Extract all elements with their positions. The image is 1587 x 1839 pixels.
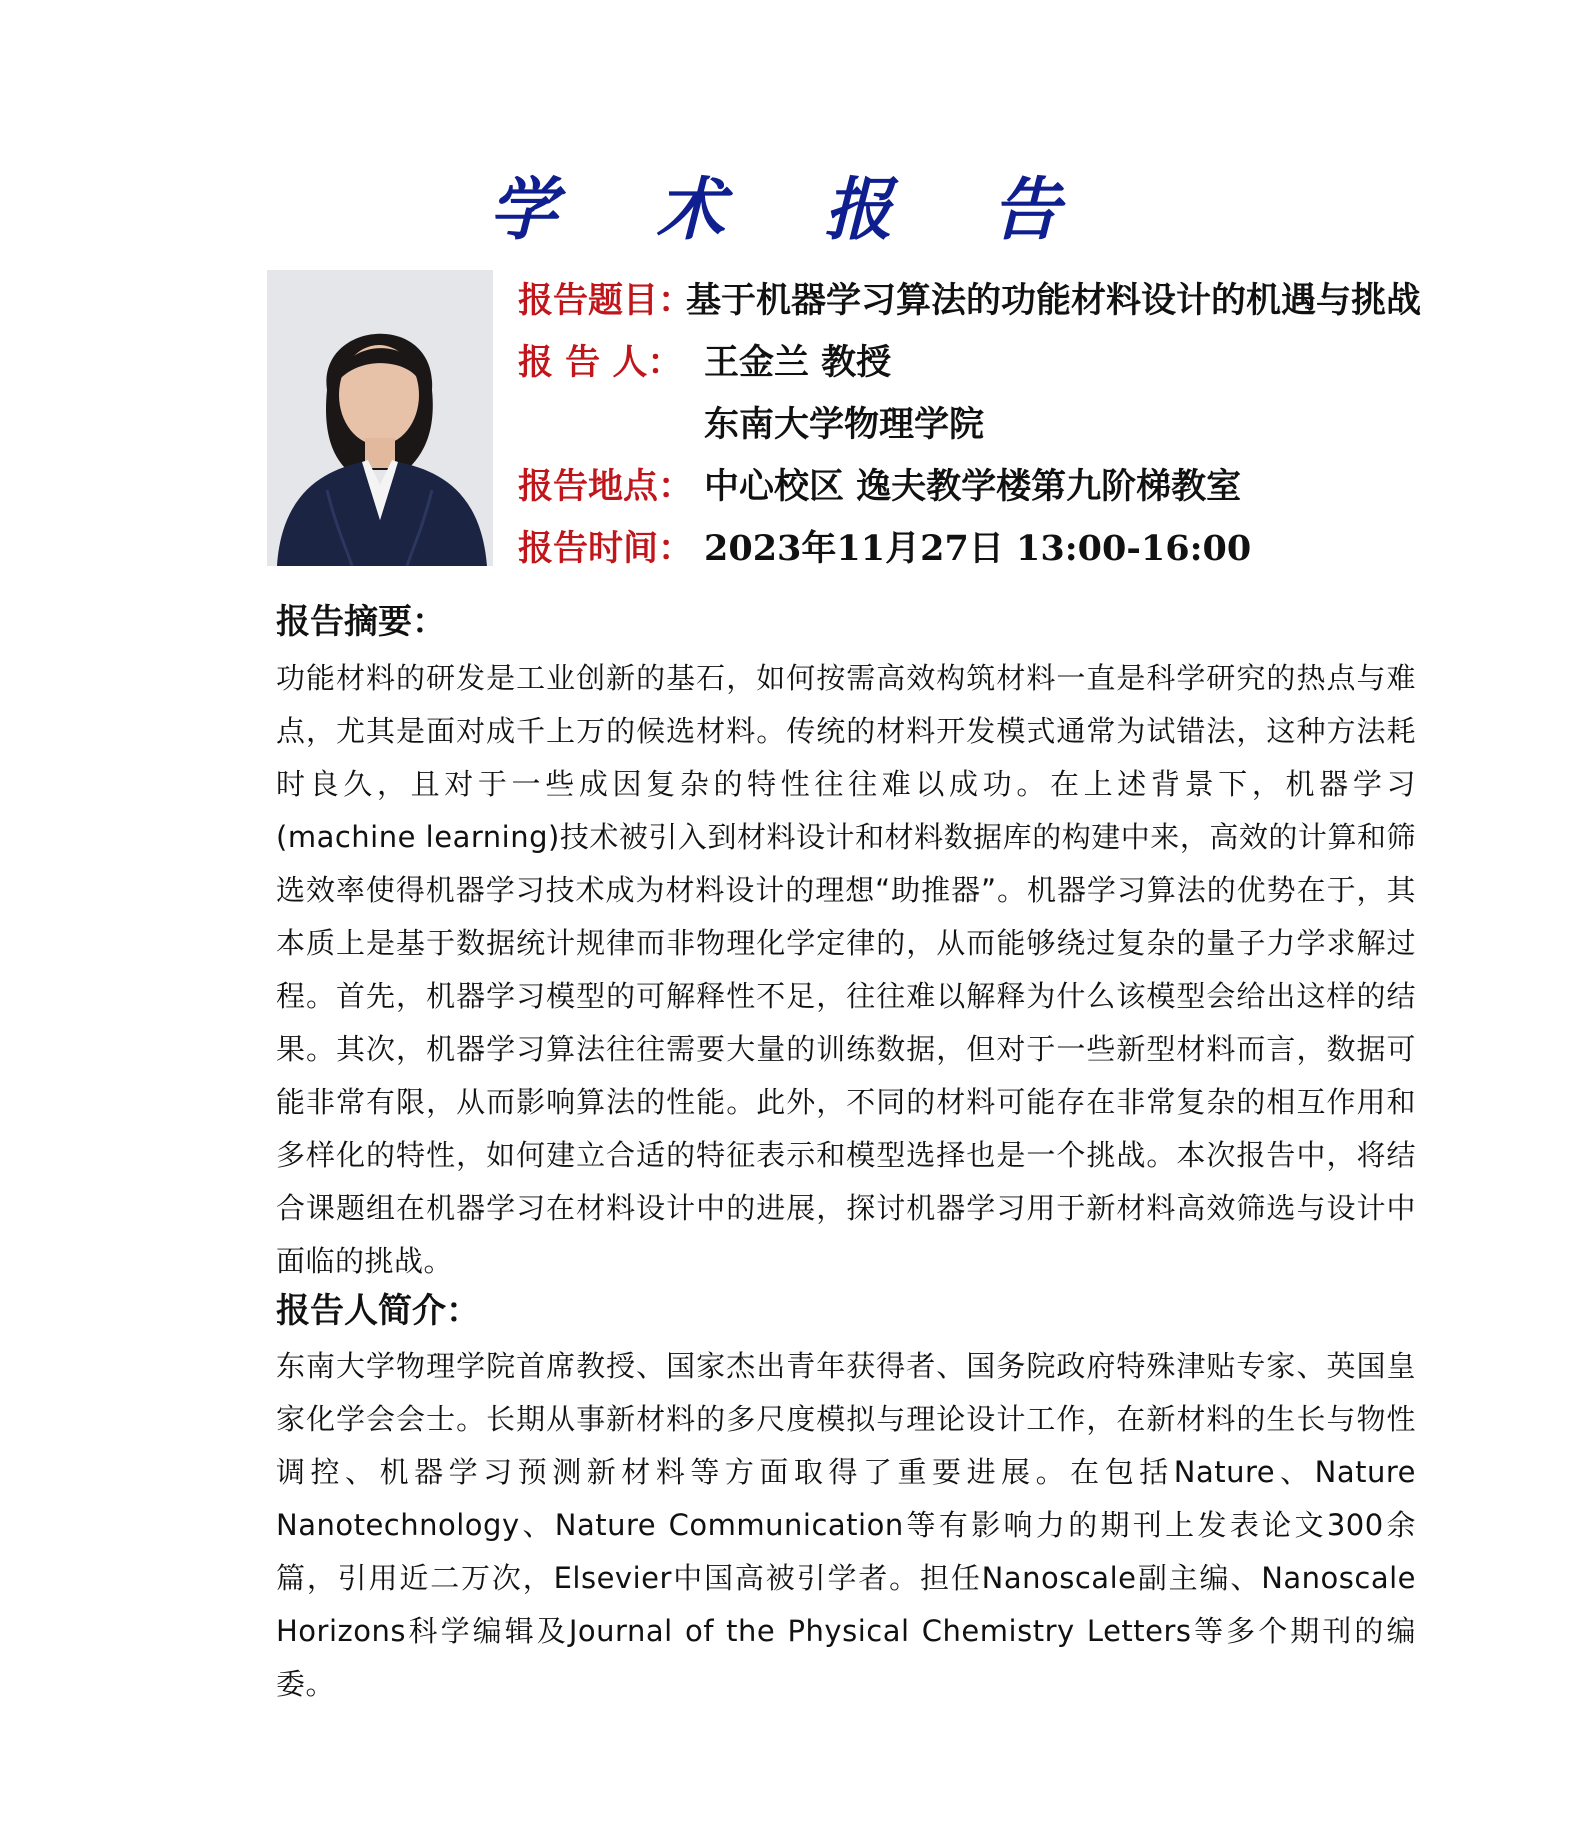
topic-value: 基于机器学习算法的功能材料设计的机遇与挑战 bbox=[686, 281, 1422, 321]
time-value: 2023年11月27日 13:00-16:00 bbox=[704, 528, 1252, 569]
abstract-heading: 报告摘要： bbox=[276, 602, 446, 642]
bio-text: 东南大学物理学院首席教授、国家杰出青年获得者、国务院政府特殊津贴专家、英国皇家化学会会士。长期从事新材料的多尺度模拟与理论设计工作，在新材料的生长与物性调控、机器学习预测新材料等方面取得了重要进展。在包括Nature、Nature Nanotechnology、Nature Communication等有影响力的期刊上发表论文300余篇，引用近二万次，Elsevier中国高被引学者。担任Nanoscale副主编、Nanoscale Horizons科学编辑及Journal of the Physical Chemistry Letters等多个期刊的编委。 bbox=[276, 1349, 1416, 1701]
abstract-text: 功能材料的研发是工业创新的基石，如何按需高效构筑材料一直是科学研究的热点与难点，尤其是面对成千上万的候选材料。传统的材料开发模式通常为试错法，这种方法耗时良久，且对于一些成因复杂的特性往往难以成功。在上述背景下，机器学习(machine learning)技术被引入到材料设计和材料数据库的构建中来，高效的计算和筛选效率使得机器学习技术成为材料设计的理想“助推器”。机器学习算法的优势在于，其本质上是基于数据统计规律而非物理化学定律的，从而能够绕过复杂的量子力学求解过程。首先，机器学习模型的可解释性不足，往往难以解释为什么该模型会给出这样的结果。其次，机器学习算法往往需要大量的训练数据，但对于一些新型材料而言，数据可能非常有限，从而影响算法的性能。此外，不同的材料可能存在非常复杂的相互作用和多样化的特性，如何建立合适的特征表示和模型选择也是一个挑战。本次报告中，将结合课题组在机器学习在材料设计中的进展，探讨机器学习用于新材料高效筛选与设计中面临的挑战。 bbox=[276, 661, 1416, 1278]
affiliation-value: 东南大学物理学院 bbox=[704, 405, 985, 445]
location-value: 中心校区 逸夫教学楼第九阶梯教室 bbox=[704, 467, 1242, 507]
location-label: 报告地点： bbox=[518, 467, 694, 507]
speaker-portrait-icon bbox=[267, 270, 493, 566]
speaker-value: 王金兰 教授 bbox=[704, 343, 892, 383]
page-title: 学 术 报 告 bbox=[488, 170, 1099, 250]
bio-heading: 报告人简介： bbox=[276, 1291, 480, 1331]
speaker-photo bbox=[267, 270, 493, 566]
speaker-label: 报 告 人： bbox=[518, 343, 683, 383]
topic-label: 报告题目： bbox=[518, 281, 694, 321]
time-label: 报告时间： bbox=[518, 529, 694, 569]
